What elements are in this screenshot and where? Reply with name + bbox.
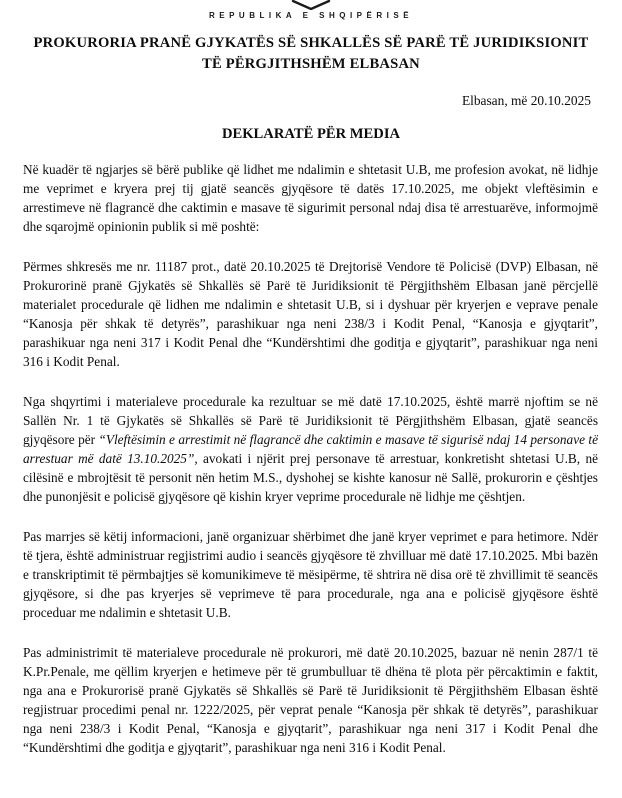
paragraph bbox=[23, 392, 598, 506]
institution-title-line-1: PROKURORIA PRANË GJYKATËS SË SHKALLËS SË PARË TË JURIDIKSIONIT bbox=[33, 35, 589, 51]
paragraph-segment: Në kuadër të ngjarjes së bërë publike që lidhet me ndalimin e shtetasit U.B, me profesion avokat, në lidhje me veprimet e kryera prej tij gjatë seancës gjyqësore të datës 17.10.2025, me objekt vleftësimin e arrestimeve në flagrancë dhe caktimin e masave të sigurimit personal ndaj disa të arrestuarëve, informojmë dhe sqarojmë opinionin publik si më poshtë: bbox=[23, 162, 598, 234]
paragraph bbox=[23, 527, 598, 622]
paragraph-segment: Përmes shkresës me nr. 11187 prot., datë 20.10.2025 të Drejtorisë Vendore të Policisë (DVP) Elbasan, në Prokurorinë pranë Gjykatës së Shkallës së Parë të Juridiksionit të Përgjithshëm Elbasan janë përcjellë materialet procedurale që lidhen me ndalimin e shtetasit U.B, si i dyshuar për kryerjen e veprave penale “Kanosja për shkak të detyrës”, parashikuar nga neni 238/3 i Kodit Penal, “Kanosja e gjyqtarit”, parashikuar nga neni 317 i Kodit Penal dhe “Kundërshtimi dhe goditja e gjyqtarit”, parashikuar nga neni 316 i Kodit Penal. bbox=[23, 259, 598, 369]
institution-title bbox=[18, 33, 604, 75]
paragraph bbox=[23, 643, 598, 757]
paragraph bbox=[23, 160, 598, 236]
paragraph-segment: Pas administrimit të materialeve procedurale në prokurori, më datë 20.10.2025, bazuar në nenin 287/1 të K.Pr.Penale, me qëllim kryerjen e hetimeve për të grumbulluar të dhëna të plota për përcaktimin e faktit, nga ana e Prokurorisë pranë Gjykatës së Shkallës së Parë të Juridiksionit të Përgjithshëm Elbasan është regjistruar procedimi penal nr. 1222/2025, për veprat penale “Kanosja për shkak të detyrës”, parashikuar nga neni 238/3 i Kodit Penal, “Kanosja e gjyqtarit”, parashikuar nga neni 317 i Kodit Penal dhe “Kundërshtimi dhe goditja e gjyqtarit”, parashikuar nga neni 316 i Kodit Penal. bbox=[23, 645, 598, 755]
document-header bbox=[0, 0, 622, 110]
paragraph bbox=[23, 257, 598, 371]
paragraph-segment: Nga shqyrtimi i materialeve procedurale ka rezultuar se më datë 17.10.2025, është marrë njoftim se në Sallën Nr. 1 të Gjykatës së Shkallës së Parë të Juridiksionit të Përgjithshëm Elbasan, gjatë seancës gjyqësore për bbox=[23, 394, 598, 447]
paragraph-segment: Pas marrjes së këtij informacioni, janë organizuar shërbimet dhe janë kryer veprimet e para hetimore. Ndër të tjera, është administruar regjistrimi audio i seancës gjyqësore të zhvilluar më datë 17.10.2025. Mbi bazën e transkriptimit të përmbajtjes së komunikimeve të mësipërme, të shtrira në disa orë të zhvillimit të seancës gjyqësore, si dhe pas kryerjes së veprimeve të para procedurale, nga ana e policisë gjyqësore është proceduar me ndalimin e shtetasit U.B. bbox=[23, 529, 598, 620]
document-body bbox=[0, 160, 622, 757]
institution-title-line-2: TË PËRGJITHSHËM ELBASAN bbox=[202, 56, 420, 72]
paragraph-segment: , avokati i njërit prej personave të arrestuar, konkretisht shtetasi U.B, në cilësinë e mbrojtësit të personit nën hetim M.S., dyshohej se kishte kanosur në Sallë, prokurorin e çështjes dhe punonjësit e policisë gjyqësore që kishin kryer veprime procedurale në lidhje me çështjen. bbox=[23, 451, 598, 504]
republic-label: REPUBLIKA E SHQIPËRISË bbox=[208, 11, 414, 20]
coat-of-arms-icon bbox=[0, 0, 622, 10]
document-title: DEKLARATË PËR MEDIA bbox=[221, 126, 401, 142]
dateline: Elbasan, më 20.10.2025 bbox=[461, 93, 591, 108]
paragraph-italic-segment: “Vleftësimin e arrestimit në flagrancë dhe caktimin e masave të sigurisë ndaj 14 personave të arrestuar më datë 13.10.2025” bbox=[23, 432, 598, 466]
